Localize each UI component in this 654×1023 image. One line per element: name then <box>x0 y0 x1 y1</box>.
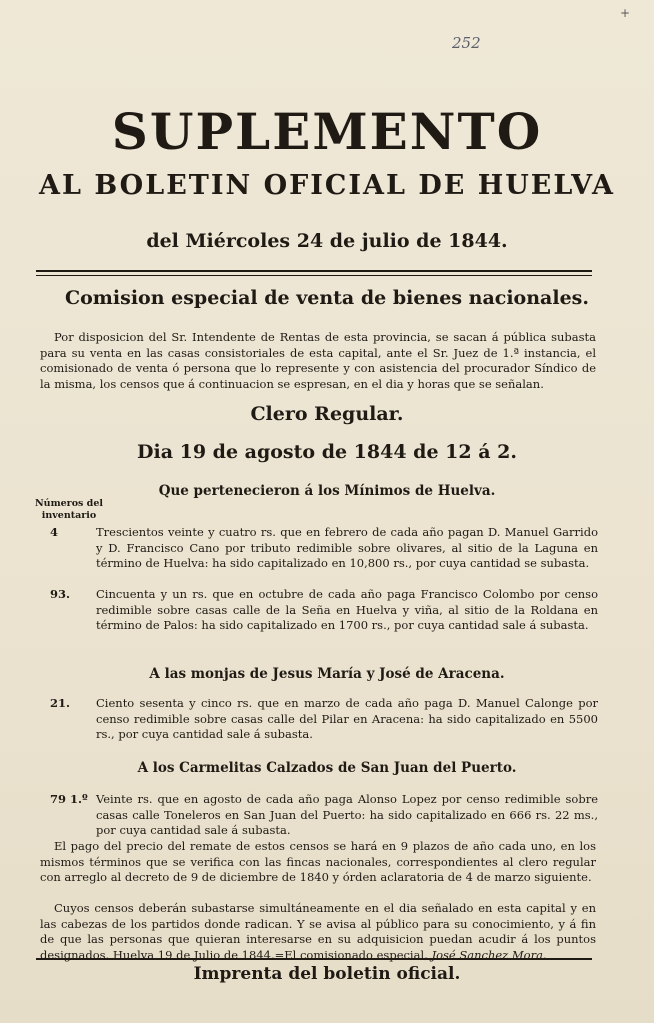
inventory-number: 4 <box>50 525 59 539</box>
closing-note <box>40 901 596 963</box>
page-subtitle: AL BOLETIN OFICIAL DE HUELVA <box>39 170 615 201</box>
auction-category: Clero Regular. <box>250 403 404 425</box>
group-heading-carmelitas: A los Carmelitas Calzados de San Juan del Puerto. <box>137 760 517 776</box>
signatory-name: José Sanchez Mora. <box>431 947 547 962</box>
header-divider-thin <box>36 275 592 276</box>
issue-dateline: del Miércoles 24 de julio de 1844. <box>146 230 508 252</box>
inventory-number: 93. <box>50 587 71 601</box>
handwritten-page-number: 252 <box>452 34 481 52</box>
commission-intro: Por disposicion del Sr. Intendente de Rentas de esta provincia, se sacan á pública subasta para su venta en las casas consistoriales de esta capital, ante el Sr. Juez de 1.ª instancia, el comisionado de venta ó persona que lo represente y con asistencia del procurador Síndico de la misma, los censos que á continuacion se espresan, en el dia y horas que se señalan. <box>40 330 596 391</box>
inventory-label: Números del inventario <box>35 498 103 521</box>
entry-item <box>50 525 598 572</box>
entry-item <box>50 696 598 743</box>
printer-imprint: Imprenta del boletin oficial. <box>193 964 461 984</box>
group-heading-minimos: Que pertenecieron á los Mínimos de Huelva. <box>158 483 496 499</box>
entry-item <box>50 587 598 634</box>
corner-mark: + <box>620 6 631 20</box>
inventory-number: 21. <box>50 696 71 710</box>
footer-divider <box>36 958 592 960</box>
payment-note: El pago del precio del remate de estos censos se hará en 9 plazos de año cada uno, en los mismos términos que se verifica con las fincas nacionales, correspondientes al clero regular con arreglo al decreto de 9 de diciembre de 1840 y órden aclaratoria de 4 de marzo siguiente. <box>40 839 596 884</box>
entry-text: Trescientos veinte y cuatro rs. que en febrero de cada año pagan D. Manuel Garrido y D. Francisco Cano por tributo redimible sobre olivares, al sitio de la Laguna en término de Huelva: ha sido capitalizado en 10,800 rs., por cuya cantidad se subasta. <box>96 525 598 570</box>
entry-text: Cincuenta y un rs. que en octubre de cada año paga Francisco Colombo por censo redimible sobre casas calle de la Seña en Huelva y viña, al sitio de la Roldana en término de Palos: ha sido capitalizado en 1700 rs., por cuya cantidad sale á subasta. <box>96 587 598 632</box>
header-divider <box>36 270 592 272</box>
auction-date: Dia 19 de agosto de 1844 de 12 á 2. <box>137 441 517 463</box>
commission-heading: Comision especial de venta de bienes nacionales. <box>65 287 589 309</box>
entry-text: Ciento sesenta y cinco rs. que en marzo de cada año paga D. Manuel Calonge por censo redimible sobre casas calle del Pilar en Aracena: ha sido capitalizado en 5500 rs., por cuya cantidad sale á subasta. <box>96 696 598 741</box>
entry-text: Veinte rs. que en agosto de cada año paga Alonso Lopez por censo redimible sobre casas calle Toneleros en San Juan del Puerto: ha sido capitalizado en 666 rs. 22 ms., por cuya cantidad sale á subasta. <box>96 792 598 837</box>
page-title: SUPLEMENTO <box>111 102 543 161</box>
entry-item <box>50 792 598 839</box>
closing-text: Cuyos censos deberán subastarse simultáneamente en el dia señalado en esta capital y en las cabezas de los partidos donde radican. Y se avisa al público para su conocimiento, y á fin de que las personas que quieran interesarse en su adquisicion puedan acudir á los puntos designados. Huelva 19 de Julio de 1844.=El comisionado especial, <box>40 901 596 962</box>
inventory-number: 79 1.º <box>50 792 88 806</box>
group-heading-aracena: A las monjas de Jesus María y José de Aracena. <box>149 666 505 682</box>
